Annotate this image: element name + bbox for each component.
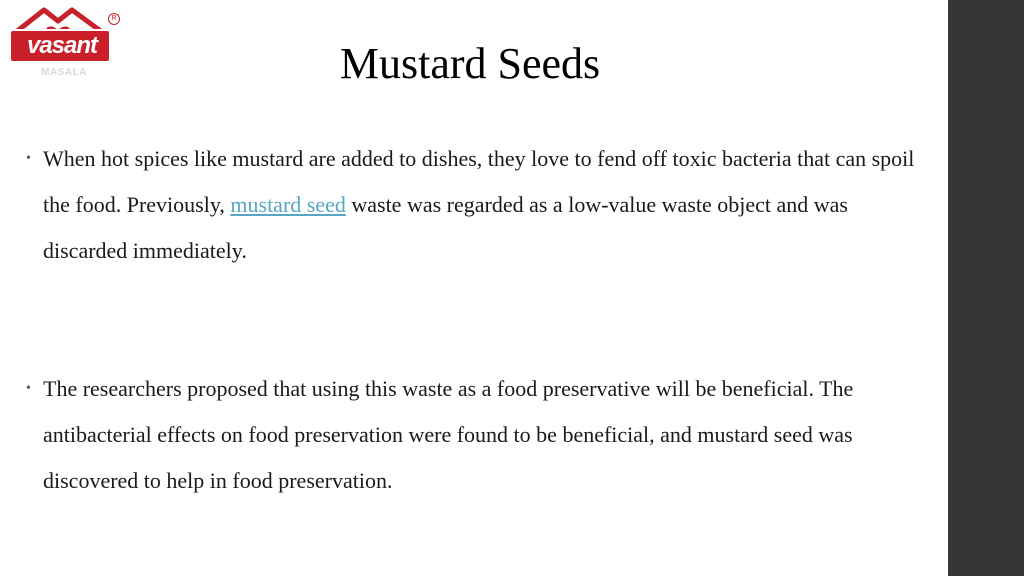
bullet-2-text: The researchers proposed that using this waste as a food preservative will be beneficial. The antibacterial effects on food preservation were found to be beneficial, and mustard seed was discovered to help in food preservation. [43,376,854,493]
logo-subtitle: MASALA [41,67,87,78]
bullet-item-2 [26,366,926,504]
bullet-item-1 [26,136,926,274]
slide-title: Mustard Seeds [339,39,601,88]
bullet-dot-icon: • [26,381,31,396]
registered-mark: R [108,13,120,25]
bullet-1-text-before: When hot spices like mustard are added to dishes, they love to fend off toxic bacteria that can spoil the food. Previously, [43,146,915,217]
mustard-seed-link[interactable]: mustard seed [230,192,346,217]
logo-brand-name: vasant [26,32,98,59]
bullet-1-text-after: waste was regarded as a low-value waste object and was discarded immediately. [43,192,848,263]
side-accent-bar [948,0,1024,576]
bullet-dot-icon: • [26,151,31,166]
bullet-list [26,136,926,504]
